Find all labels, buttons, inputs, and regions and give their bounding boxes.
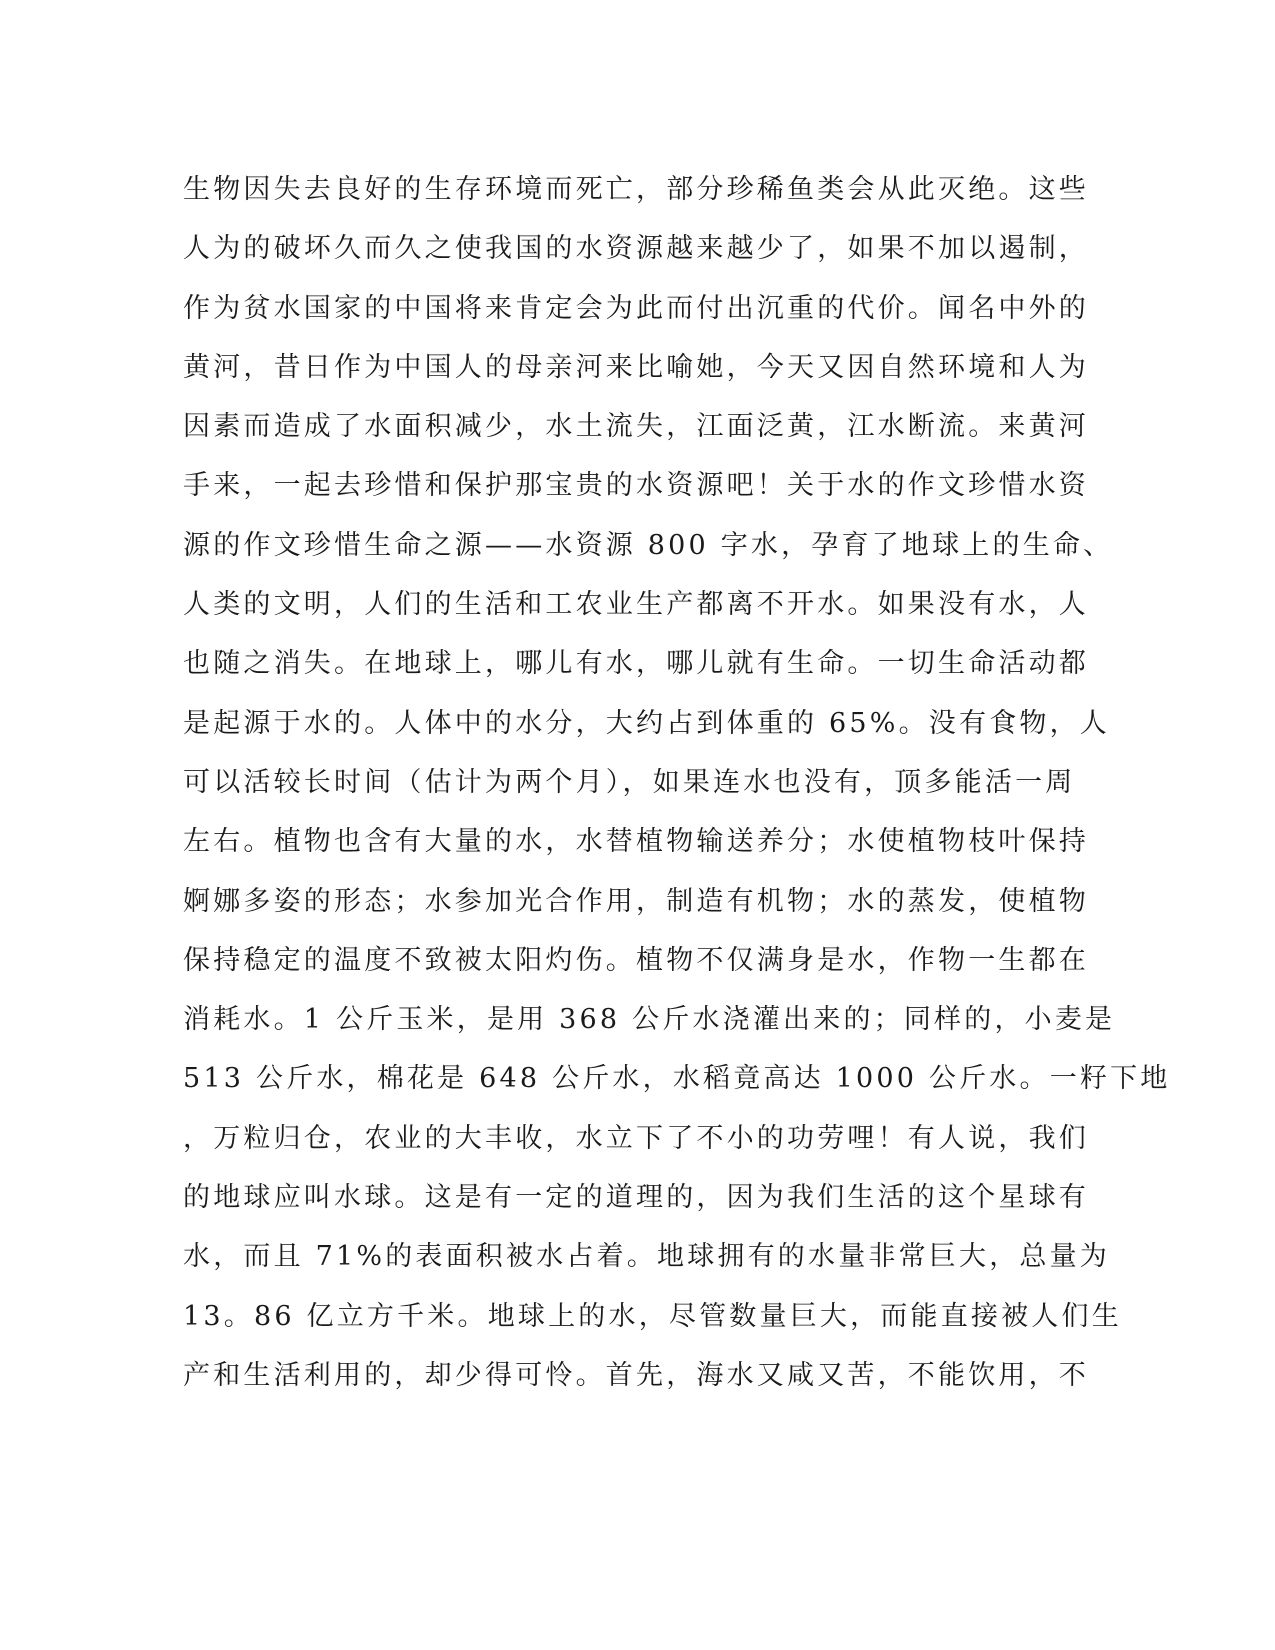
text-line: 消耗水。1 公斤玉米，是用 368 公斤水浇灌出来的；同样的，小麦是: [183, 1004, 1116, 1036]
text-line: 手来，一起去珍惜和保护那宝贵的水资源吧！关于水的作文珍惜水资: [183, 470, 1089, 502]
text-line: 是起源于水的。人体中的水分，大约占到体重的 65%。没有食物，人: [183, 707, 1110, 739]
text-line: 人类的文明，人们的生活和工农业生产都离不开水。如果没有水，人: [183, 589, 1089, 621]
text-line: 513 公斤水，棉花是 648 公斤水，水稻竟高达 1000 公斤水。一籽下地: [183, 1063, 1171, 1095]
text-line: 黄河，昔日作为中国人的母亲河来比喻她，今天又因自然环境和人为: [183, 351, 1089, 383]
text-line: 左右。植物也含有大量的水，水替植物输送养分；水使植物枝叶保持: [183, 826, 1089, 858]
text-line: 产和生活利用的，却少得可怜。首先，海水又咸又苦，不能饮用，不: [183, 1359, 1089, 1391]
text-line: 婀娜多姿的形态；水参加光合作用，制造有机物；水的蒸发，使植物: [183, 885, 1089, 917]
text-line: 因素而造成了水面积减少，水土流失，江面泛黄，江水断流。来黄河: [183, 411, 1089, 443]
text-line: 13。86 亿立方千米。地球上的水，尽管数量巨大，而能直接被人们生: [183, 1300, 1122, 1332]
text-line: ，万粒归仓，农业的大丰收，水立下了不小的功劳哩！有人说，我们: [183, 1122, 1089, 1154]
text-line: 可以活较长时间（估计为两个月），如果连水也没有，顶多能活一周: [183, 766, 1076, 798]
text-line: 保持稳定的温度不致被太阳灼伤。植物不仅满身是水，作物一生都在: [183, 944, 1089, 976]
text-line: 作为贫水国家的中国将来肯定会为此而付出沉重的代价。闻名中外的: [183, 292, 1089, 324]
text-line: 人为的破坏久而久之使我国的水资源越来越少了，如果不加以遏制，: [183, 233, 1089, 265]
text-line: 源的作文珍惜生命之源——水资源 800 字水，孕育了地球上的生命、: [183, 529, 1114, 561]
text-line: 水，而且 71%的表面积被水占着。地球拥有的水量非常巨大，总量为: [183, 1241, 1110, 1273]
text-line: 生物因失去良好的生存环境而死亡，部分珍稀鱼类会从此灭绝。这些: [183, 174, 1089, 205]
text-line: 也随之消失。在地球上，哪儿有水，哪儿就有生命。一切生命活动都: [183, 648, 1089, 680]
body-text: [183, 160, 1171, 1405]
text-line: 的地球应叫水球。这是有一定的道理的，因为我们生活的这个星球有: [183, 1182, 1089, 1214]
